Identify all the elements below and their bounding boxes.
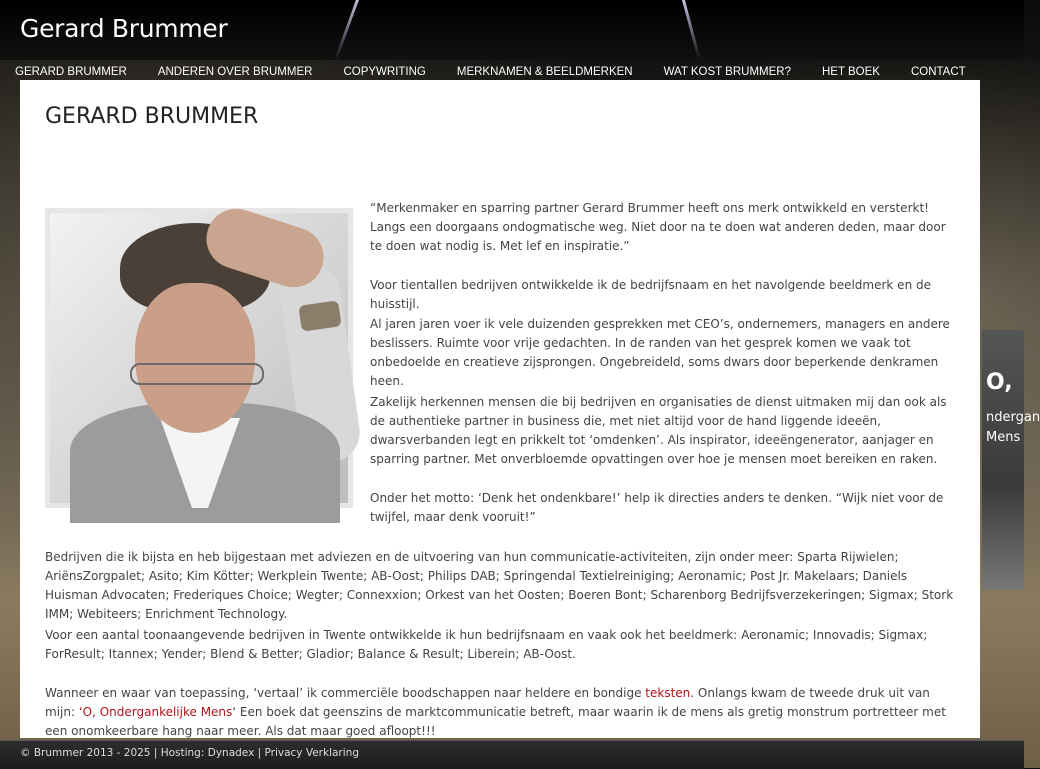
- book-paragraph-text: . Onlangs kwam de tweede druk uit van mijn:: [45, 686, 930, 719]
- nav-item-gerard-brummer[interactable]: GERARD BRUMMER: [15, 66, 127, 78]
- copyright-text: © Brummer 2013 - 2025 | Hosting:: [20, 747, 208, 759]
- nav-item-merknamen[interactable]: MERKNAMEN & BEELDMERKEN: [456, 66, 633, 78]
- nav-item-anderen-over-brummer[interactable]: ANDEREN OVER BRUMMER: [157, 66, 313, 78]
- book-cover-line: O,: [986, 370, 1013, 395]
- motto-paragraph: Onder het motto: ‘Denk het ondenkbare!’ help ik directies anders te denken. “Wijk niet voor de twijfel, maar denk vooruit!”: [370, 491, 944, 524]
- book-cover-line: Mens: [986, 430, 1021, 445]
- book-paragraph-text: ‘ Een boek dat geenszins de marktcommunicatie betreft, maar waarin ik de mens als gretig monstrum portretteer met een onomkeerbare hang naar meer. Als dat maar goed afloopt!!!: [45, 705, 946, 738]
- nav-item-wat-kost-brummer[interactable]: WAT KOST BRUMMER?: [663, 66, 791, 78]
- lightning-decoration: [682, 0, 701, 60]
- brandnames-paragraph: Voor een aantal toonaangevende bedrijven in Twente ontwikkelde ik hun bedrijfsnaam en vaak ook het beeldmerk: Aeronamic; Innovadis; Sigmax; ForResult; Itannex; Yender; Blend & Better; Gladior; Balance & Result; Liberein; AB-Oost.: [45, 628, 928, 661]
- site-title[interactable]: Gerard Brummer: [20, 14, 228, 43]
- lightning-decoration: [334, 0, 359, 60]
- content-panel: [20, 80, 980, 738]
- footer-text: [20, 747, 359, 759]
- nav-item-contact[interactable]: CONTACT: [910, 66, 966, 78]
- book-title-link[interactable]: ‘O, Ondergankelijke Mens: [78, 705, 233, 719]
- page-title: GERARD BRUMMER: [45, 104, 259, 129]
- book-paragraph-text: Wanneer en waar van toepassing, ‘vertaal’ ik commerciële boodschappen naar heldere en bondige: [45, 686, 646, 700]
- book-cover-line: ndergan: [986, 410, 1040, 425]
- intro-paragraph: Voor tientallen bedrijven ontwikkelde ik de bedrijfsnaam en het navolgende beeldmerk en de huisstijl.: [370, 278, 931, 311]
- footer-separator: |: [254, 747, 265, 759]
- teksten-link[interactable]: teksten: [645, 686, 691, 700]
- portrait-image: [50, 213, 348, 503]
- site-header: [0, 0, 1024, 60]
- book-paragraph: [45, 684, 955, 741]
- site-footer: [0, 740, 1024, 769]
- hosting-link[interactable]: Dynadex: [207, 747, 255, 759]
- conversations-paragraph: Al jaren jaren voer ik vele duizenden gesprekken met CEO’s, ondernemers, managers en andere beslissers. Ruimte voor vrije gedachten. In de randen van het gesprek komen we vaak tot onbedoelde en creatieve zijsprongen. Ongebreideld, soms dwars door beperkende denkramen heen.: [370, 317, 950, 388]
- nav-item-het-boek[interactable]: HET BOEK: [821, 66, 880, 78]
- privacy-link[interactable]: Privacy Verklaring: [264, 747, 359, 759]
- clients-paragraph: Bedrijven die ik bijsta en heb bijgestaan met adviezen en de uitvoering van hun communicatie-activiteiten, zijn onder meer: Sparta Rijwielen; AriënsZorgpalet; Asito; Kim Kötter; Werkplein Twente; AB-Oost; Philips DAB; Springendal Textielreiniging; Aeronamic; Post Jr. Makelaars; Daniels Huisman Advocaten; Frederiques Choice; Wegter; Connexxion; Orkest van het Oosten; Boeren Bont; Scharenborg Bedrijfsverzekeringen; Sigmax; Stork IMM; Webiteers; Enrichment Technology.: [45, 550, 954, 621]
- quote-paragraph: “Merkenmaker en sparring partner Gerard Brummer heeft ons merk ontwikkeld en versterkt! Langs een doorgaans ondogmatische weg. Niet door na te doen wat anderen deden, maar door te doen wat nodig is. Met lef en inspiratie.”: [370, 201, 946, 253]
- main-nav: [0, 62, 1024, 82]
- portrait-photo: [45, 208, 353, 508]
- book-cover-image[interactable]: [982, 330, 1040, 590]
- nav-item-copywriting[interactable]: COPYWRITING: [343, 66, 426, 78]
- business-paragraph: Zakelijk herkennen mensen die bij bedrijven en organisaties de dienst uitmaken mij dan ook als de authentieke partner in business die, met niet altijd voor de hand liggende ideeën, dwarsverbanden legt en prikkelt tot ‘omdenken’. Als inspirator, ideeëngenerator, aanjager en sparring partner. Met onverbloemde opvattingen over hoe je mensen moet bereiken en raken.: [370, 395, 947, 466]
